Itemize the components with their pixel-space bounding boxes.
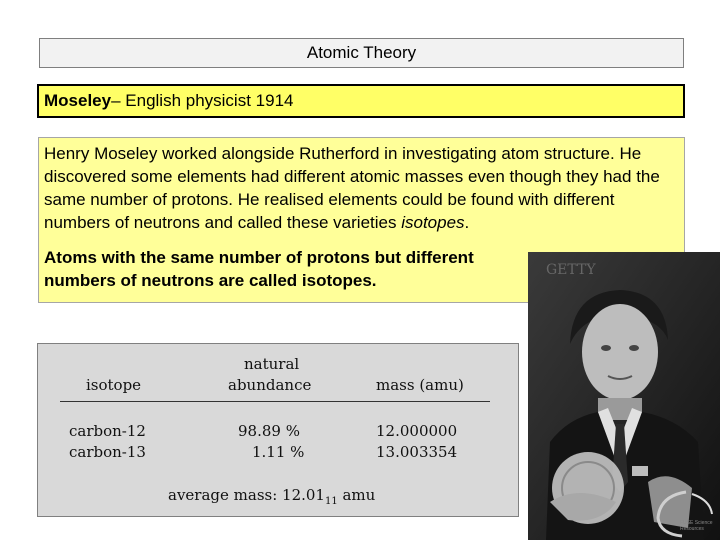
- paragraph-text: Henry Moseley worked alongside Rutherford in investigating atom structure. He discovered some elements had different atomic masses even though they had the same number of protons. He realised elements could be found with different numbers of neutrons and called these varieties: [44, 144, 660, 232]
- average-unit: amu: [337, 486, 376, 504]
- subtitle-description: – English physicist 1914: [111, 91, 294, 110]
- header-isotope: isotope: [86, 376, 142, 394]
- subtitle-banner: [37, 84, 685, 118]
- row-2-mass: 13.003354: [376, 443, 458, 461]
- header-abundance-line2: abundance: [228, 376, 312, 394]
- row-1-isotope: carbon-12: [69, 422, 146, 440]
- paragraph-end: .: [464, 213, 470, 232]
- row-2-abundance: 1.11 %: [252, 443, 305, 461]
- row-2-isotope: carbon-13: [69, 443, 146, 461]
- header-mass: mass (amu): [376, 376, 464, 394]
- logo-caption: [680, 520, 718, 532]
- header-abundance-line1: natural: [244, 355, 300, 373]
- key-point: Atoms with the same number of protons but different numbers of neutrons are called isotopes.: [44, 248, 474, 290]
- photo-corner-text: GETTY: [546, 262, 596, 278]
- logo-text-1: FUSE Science: [680, 520, 713, 526]
- slide-title-box: [39, 38, 684, 68]
- header-divider: [60, 401, 490, 402]
- subtitle-name: Moseley: [44, 91, 112, 110]
- average-mass: [168, 486, 375, 507]
- row-1-mass: 12.000000: [376, 422, 458, 440]
- logo-text-2: Resources: [680, 526, 704, 532]
- isotope-table: [37, 343, 519, 517]
- slide-title: Atomic Theory: [306, 43, 417, 62]
- explanation-paragraph: [44, 142, 678, 234]
- average-subscript: 11: [324, 496, 338, 507]
- paragraph-emphasis: isotopes: [401, 213, 465, 232]
- row-1-abundance: 98.89 %: [238, 422, 300, 440]
- average-label: average mass: 12.01: [168, 486, 325, 504]
